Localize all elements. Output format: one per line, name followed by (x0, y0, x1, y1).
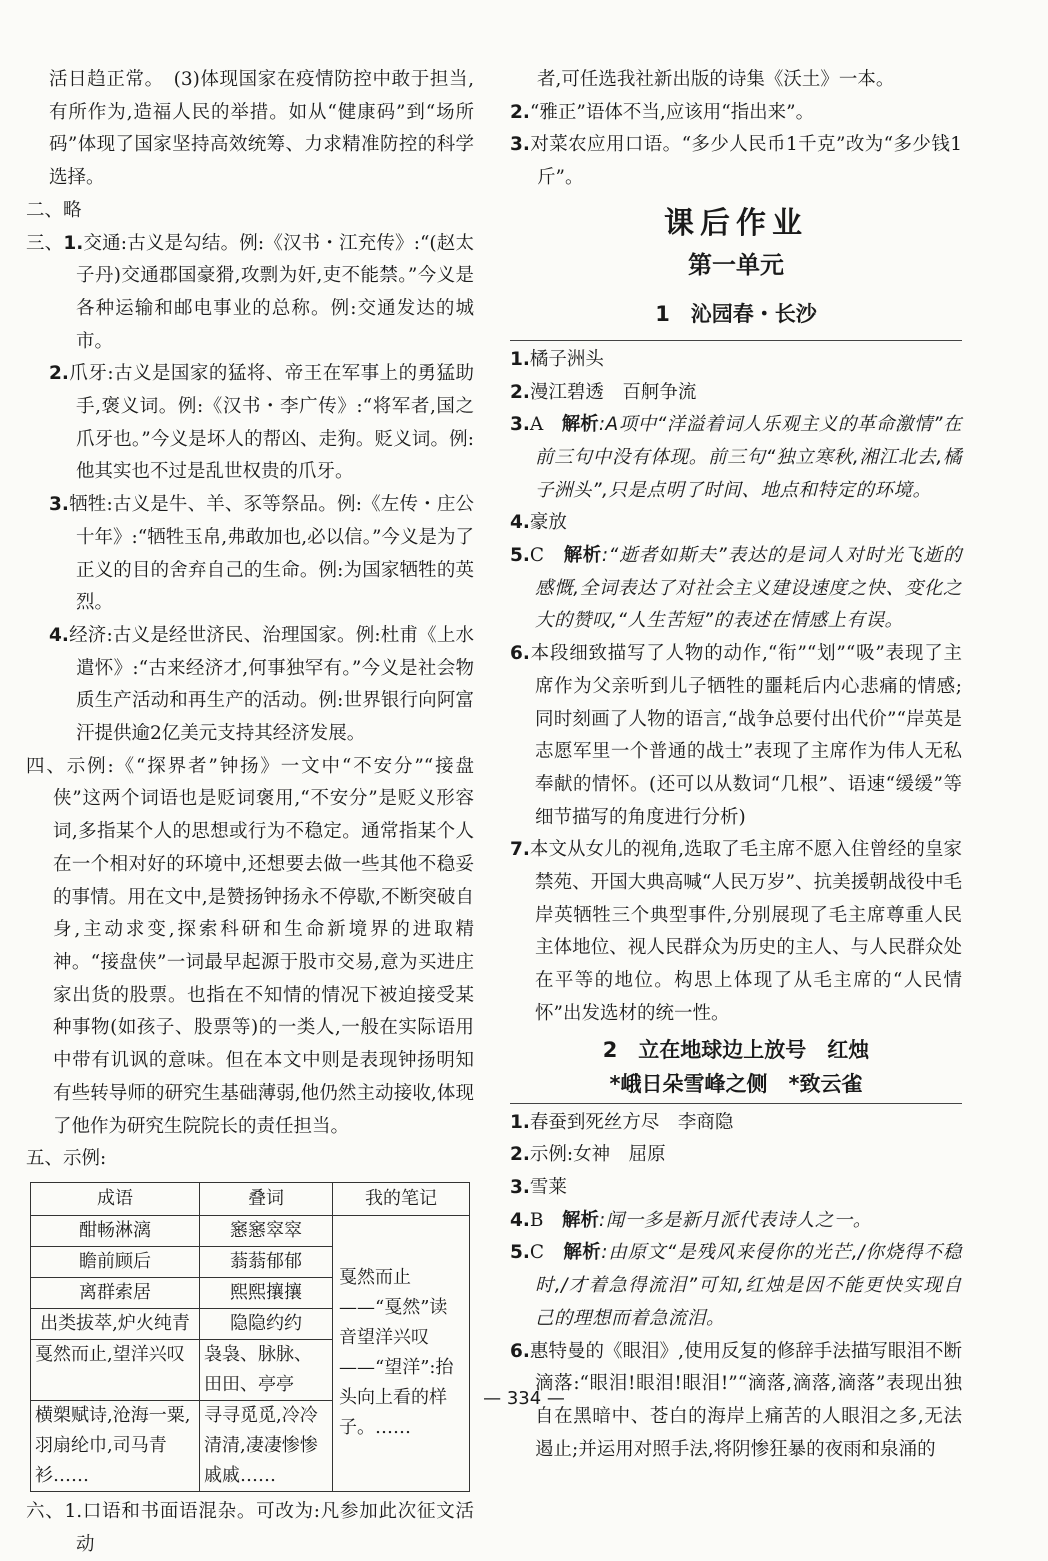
section-heading: 二、略 (26, 199, 82, 221)
answer-item: 2.示例:女神 屈原 (510, 1144, 666, 1166)
answer-item: 4.B 解析:闻一多是新月派代表诗人之一。 (510, 1209, 872, 1231)
answer-item: 2.“雅正”语体不当,应该用“指出来”。 (510, 101, 815, 123)
table-cell: 离群索居 (31, 1277, 200, 1308)
answer-item: 7.本文从女儿的视角,选取了毛主席不愿入住曾经的皇家禁苑、开国大典高喊“人民万岁”、抗美援朝战役中毛岸英牺牲三个典型事件,分别展现了毛主席尊重人民主体地位、视人民群众为历史的主人、与人民群众处在平等的地位。构思上体现了从毛主席的“人民情怀”出发选材的统一性。 (510, 839, 962, 1024)
answer-item: 6.本段细致描写了人物的动作,“衔”“划”“吸”表现了主席作为父亲听到儿子牺牲的噩耗后内心悲痛的情感;同时刻画了人物的语言,“战争总要付出代价”“岸英是志愿军里一个普通的战士”表现了主席作为伟人无私奉献的情怀。(还可以从数词“几根”、语速“缓缓”等细节描写的角度进行分析) (510, 643, 962, 828)
answer-item: 4.经济:古义是经世济民、治理国家。例:杜甫《上水遣怀》:“古来经济才,何事独罕有。”今义是社会物质生产活动和再生产的活动。例:世界银行向阿富汗提供逾2亿美元支持其经济发展。 (49, 624, 474, 745)
answer-item: 3.牺牲:古义是牛、羊、豕等祭品。例:《左传・庄公十年》:“牺牲玉帛,弗敢加也,必以信。”今义是为了正义的目的舍弃自己的生命。例:为国家牺牲的英烈。 (49, 494, 474, 614)
table-cell: 瞻前顾后 (31, 1246, 200, 1277)
answer-item: 三、1.交通:古义是勾结。例:《汉书・江充传》:“(赵太子丹)交通郡国豪猾,攻剽为奸,吏不能禁。”今义是各种运输和邮电事业的总称。例:交通发达的城市。 (26, 232, 474, 352)
unit-title: 第一单元 (688, 250, 784, 279)
lesson-title: 2 立在地球边上放号 红烛 (602, 1037, 870, 1062)
answer-item: 1.橘子洲头 (510, 348, 604, 370)
table-header: 成语 (31, 1182, 200, 1215)
table-row (31, 1215, 470, 1246)
lesson-subtitle: *峨日朵雪峰之侧 *致云雀 (609, 1071, 863, 1096)
answer-item: 6.惠特曼的《眼泪》,使用反复的修辞手法描写眼泪不断滴落:“眼泪!眼泪!眼泪!”“滴落,滴落,滴落”表现出独自在黑暗中、苍白的海岸上痛苦的人眼泪之多,无法遏止;并运用对照手法,将阴惨狂暴的夜雨和泉涌的 (510, 1340, 962, 1460)
answer-item: 1.春蚕到死丝方尽 李商隐 (510, 1111, 734, 1133)
table-cell: 寻寻觅觅,冷冷清清,凄凄惨惨戚戚…… (200, 1400, 333, 1491)
table-cell: 窸窸窣窣 (200, 1215, 333, 1246)
table-header: 我的笔记 (333, 1182, 470, 1215)
answer-item: 5.C 解析:“逝者如斯夫”表达的是词人对时光飞逝的感慨,全词表达了对社会主义建设速度之快、变化之大的赞叹,“人生苦短”的表述在情感上有误。 (510, 545, 962, 632)
answer-item: 2.爪牙:古义是国家的猛将、帝王在军事上的勇猛助手,褒义词。例:《汉书・李广传》:“将军者,国之爪牙也。”今义是坏人的帮凶、走狗。贬义词。例:他其实也不过是乱世权贵的爪牙。 (49, 363, 474, 483)
table-header: 叠词 (200, 1182, 333, 1215)
divider (510, 1103, 962, 1104)
vocab-table (30, 1182, 470, 1492)
page-number: — 334 — (483, 1388, 565, 1409)
section-label: 三、 (26, 232, 64, 254)
table-cell: 出类拔萃,炉火纯青 (31, 1308, 200, 1339)
page-title: 课后作业 (664, 205, 808, 241)
table-cell: 熙熙攘攘 (200, 1277, 333, 1308)
table-cell: 蓊蓊郁郁 (200, 1246, 333, 1277)
answer-item: 5.C 解析:由原文“是残风来侵你的光芒,/你烧得不稳时,/才着急得流泪”可知,红烛是因不能更快实现自己的理想而着急流泪。 (510, 1242, 962, 1329)
paragraph: 活日趋正常。 (3)体现国家在疫情防控中敢于担当,有所作为,造福人民的举措。如从“健康码”到“场所码”体现了国家坚持高效统筹、力求精准防控的科学选择。 (49, 69, 474, 189)
answer-item: 4.豪放 (510, 512, 567, 534)
table-cell: 酣畅淋漓 (31, 1215, 200, 1246)
divider (510, 340, 962, 341)
table-header-row (31, 1182, 470, 1215)
section-heading: 五、示例: (26, 1148, 107, 1170)
left-column (26, 64, 474, 1561)
paragraph: 六、1.口语和书面语混杂。可改为:凡参加此次征文活动 (26, 1500, 474, 1555)
answer-item: 2.漫江碧透 百舸争流 (510, 381, 697, 403)
table-cell: 戛然而止,望洋兴叹 (31, 1339, 200, 1400)
answer-item: 3.A 解析:A项中“洋溢着词人乐观主义的革命激情”在前三句中没有体现。前三句“独立寒秋,湘江北去,橘子洲头”,只是点明了时间、地点和特定的环境。 (510, 414, 962, 501)
answer-item: 3.雪莱 (510, 1176, 567, 1198)
table-cell: 隐隐约约 (200, 1308, 333, 1339)
paragraph: 者,可任选我社新出版的诗集《沃土》一本。 (537, 69, 895, 90)
right-column (510, 64, 962, 1466)
table-cell: 袅袅、脉脉、田田、亭亭 (200, 1339, 333, 1400)
paragraph: 四、示例:《“探界者”钟扬》一文中“不安分”“接盘侠”这两个词语也是贬词褒用,“不安分”是贬义形容词,多指某个人的思想或行为不稳定。通常指某个人在一个相对好的环境中,还想要去做一些其他不稳妥的事情。用在文中,是赞扬钟扬永不停歇,不断突破自身,主动求变,探索科研和生命新境界的进取精神。“接盘侠”一词最早起源于股市交易,意为买进庄家出货的股票。也指在不知情的情况下被迫接受某种事物(如孩子、股票等)的一类人,一般在实际语用中带有讥讽的意味。但在本文中则是表现钟扬明知有些转导师的研究生基础薄弱,他仍然主动接收,体现了他作为研究生院院长的责任担当。 (26, 755, 474, 1137)
table-cell: 横槊赋诗,沧海一粟,羽扇纶巾,司马青衫…… (31, 1400, 200, 1491)
note-cell: 戛然而止——“戛然”读音望洋兴叹——“望洋”:抬头向上看的样子。…… (333, 1215, 470, 1491)
answer-item: 3.对菜农应用口语。“多少人民币1千克”改为“多少钱1斤”。 (510, 134, 962, 189)
lesson-title: 1 沁园春・长沙 (655, 301, 817, 326)
